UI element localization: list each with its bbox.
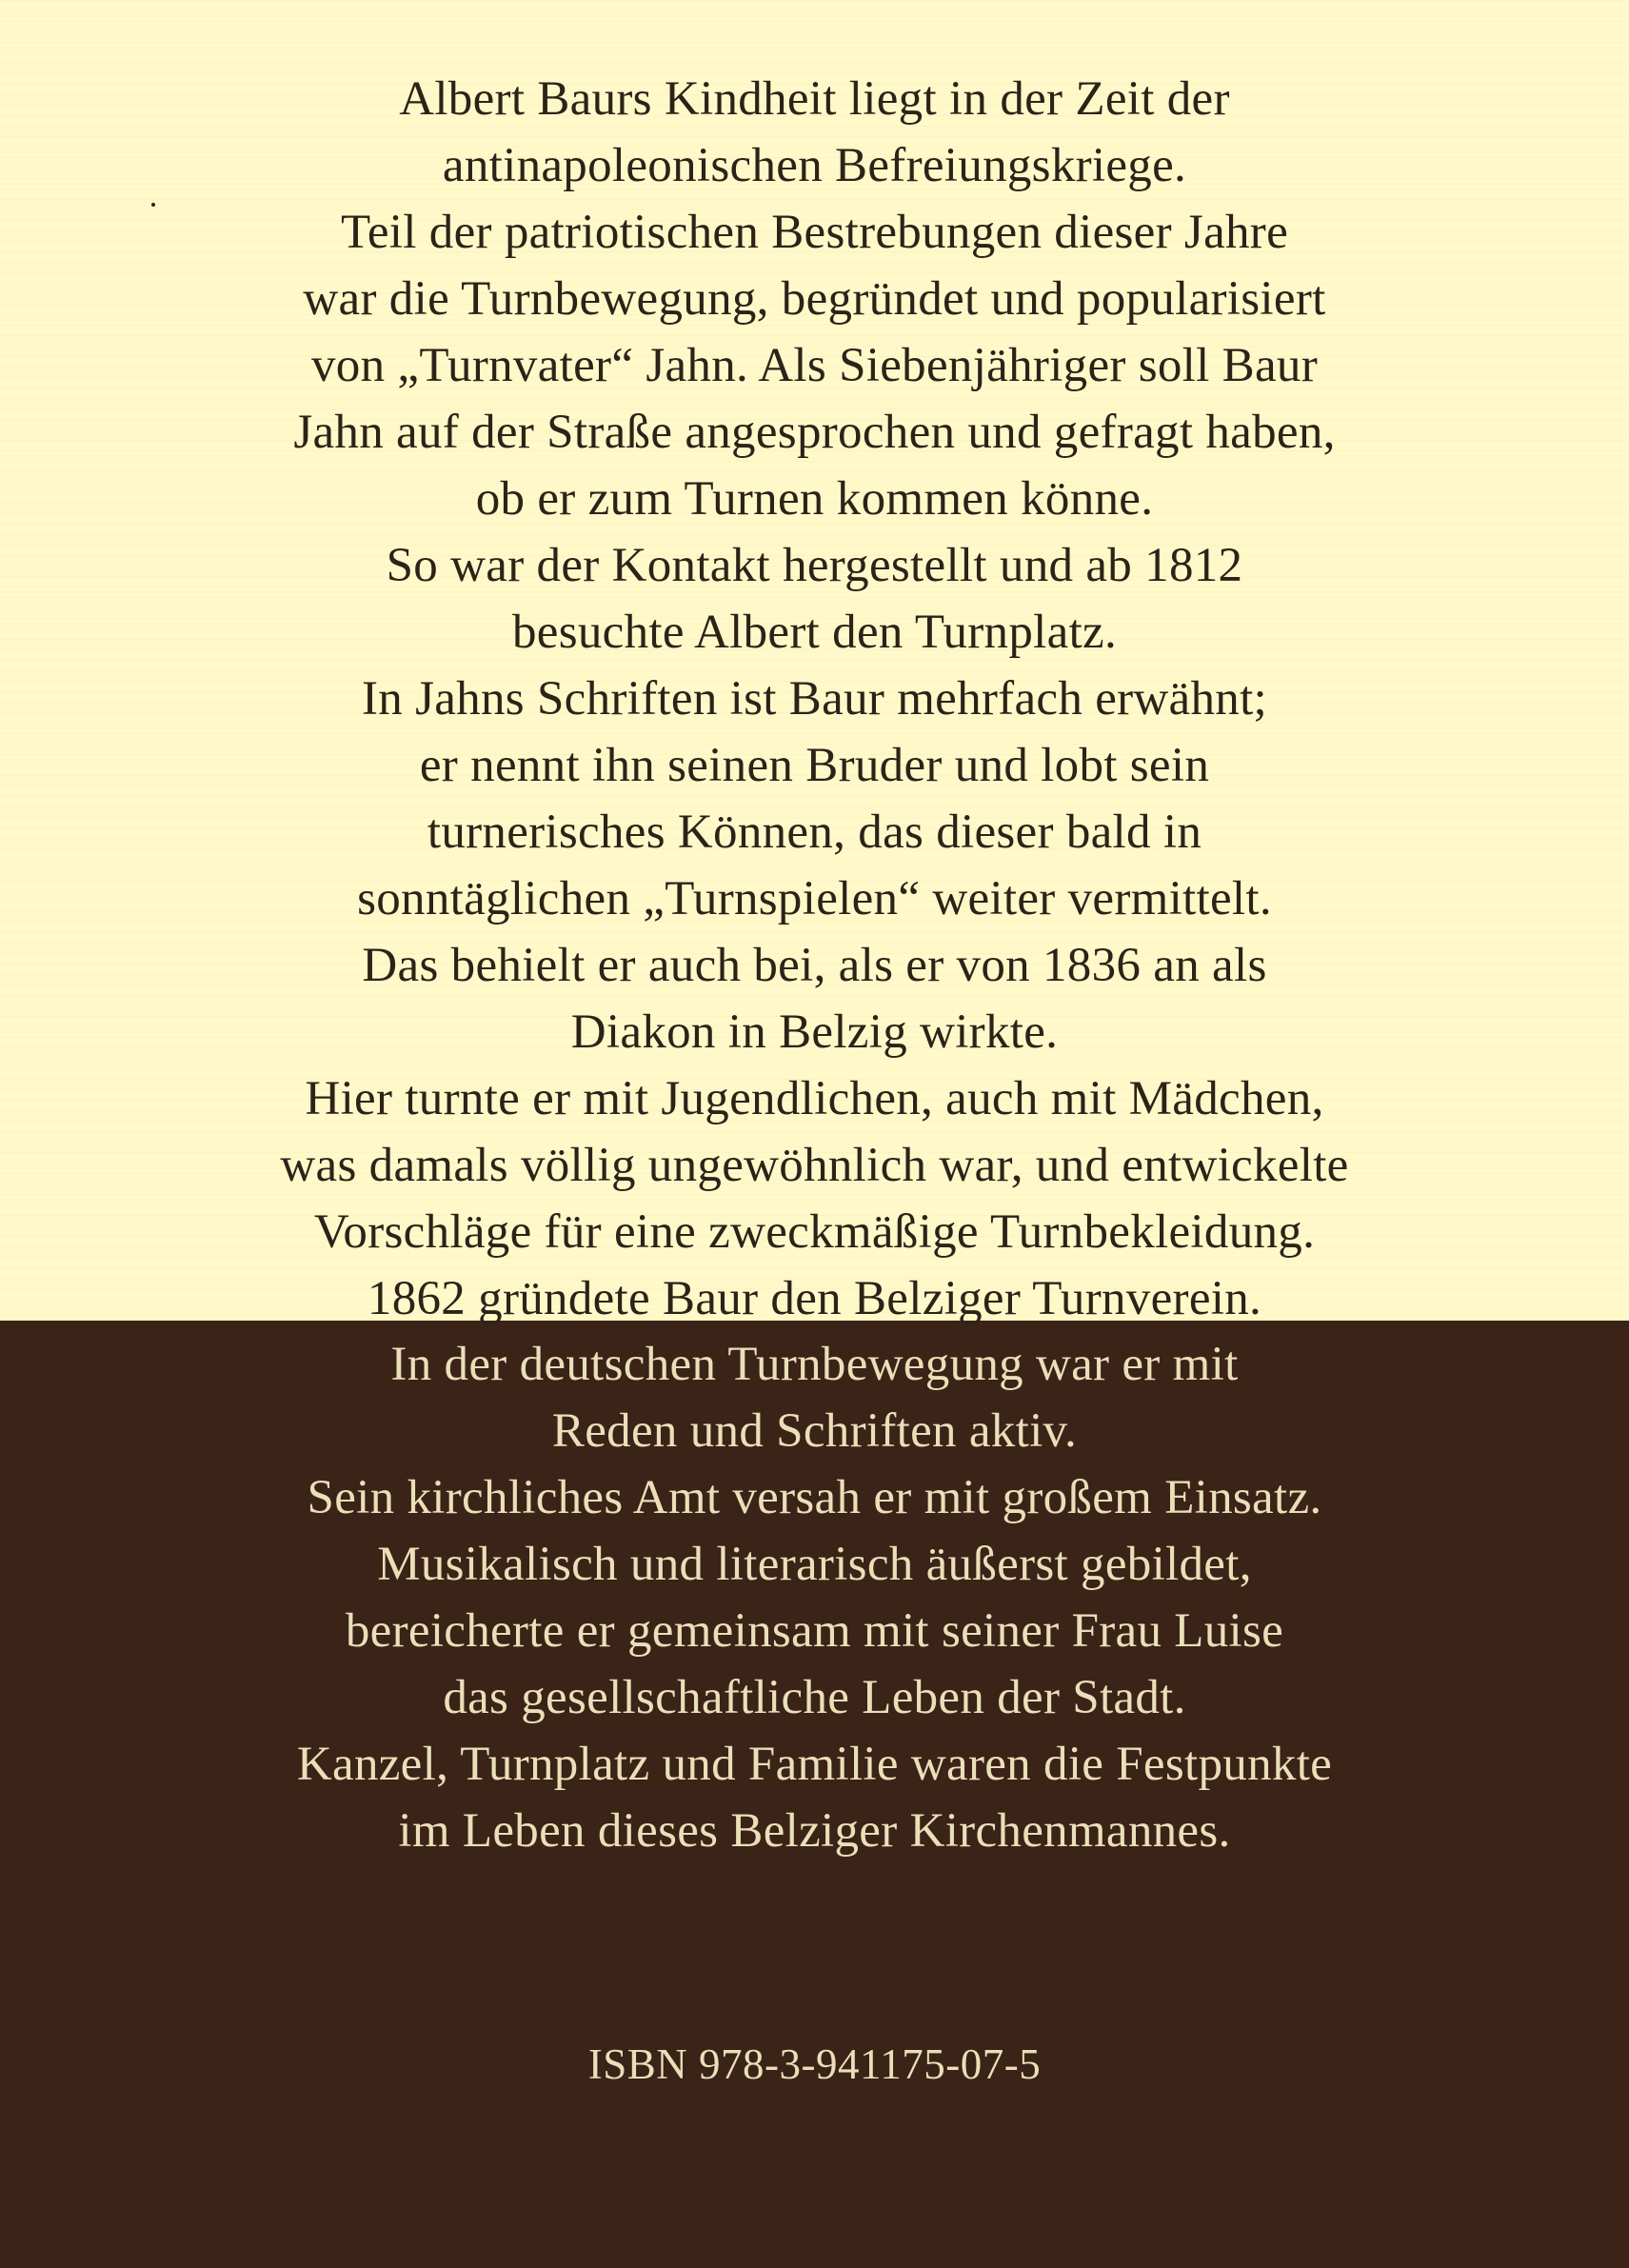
text-line: war die Turnbewegung, begründet und popularisiert xyxy=(303,272,1326,326)
text-line: das gesellschaftliche Leben der Stadt. xyxy=(443,1671,1186,1724)
isbn-number: ISBN 978-3-941175-07-5 xyxy=(587,2040,1042,2088)
text-line: In Jahns Schriften ist Baur mehrfach erwähnt; xyxy=(361,672,1268,726)
text-line: Reden und Schriften aktiv. xyxy=(551,1404,1078,1458)
text-line: 1862 gründete Baur den Belziger Turnverein. xyxy=(367,1272,1262,1325)
text-line: Diakon in Belzig wirkte. xyxy=(570,1005,1059,1059)
biography-text-cream-section xyxy=(0,66,1629,1332)
text-line: turnerisches Können, das dieser bald in xyxy=(427,806,1202,859)
text-line: Sein kirchliches Amt versah er mit großem Einsatz. xyxy=(307,1471,1322,1524)
text-line: von „Turnvater“ Jahn. Als Siebenjähriger soll Baur xyxy=(310,339,1318,392)
text-line: Teil der patriotischen Bestrebungen dieser Jahre xyxy=(340,206,1289,259)
text-line: Hier turnte er mit Jugendlichen, auch mit Mädchen, xyxy=(305,1072,1324,1125)
text-line: sonntäglichen „Turnspielen“ weiter vermittelt. xyxy=(357,872,1272,925)
text-line: antinapoleonischen Befreiungskriege. xyxy=(442,139,1187,192)
text-line: bereicherte er gemeinsam mit seiner Frau Luise xyxy=(345,1604,1284,1658)
text-line: Das behielt er auch bei, als er von 1836 an als xyxy=(362,939,1267,992)
text-line: Musikalisch und literarisch äußerst gebildet, xyxy=(377,1538,1252,1591)
text-line: Jahn auf der Straße angesprochen und gefragt haben, xyxy=(293,406,1336,459)
text-line: Albert Baurs Kindheit liegt in der Zeit der xyxy=(399,72,1230,126)
text-line: ob er zum Turnen kommen könne. xyxy=(475,472,1154,526)
text-line: So war der Kontakt hergestellt und ab 1812 xyxy=(386,539,1243,592)
text-line: was damals völlig ungewöhnlich war, und entwickelte xyxy=(280,1139,1349,1192)
text-line: besuchte Albert den Turnplatz. xyxy=(511,606,1118,659)
biography-text-brown-section xyxy=(0,1331,1629,1864)
text-line: Vorschläge für eine zweckmäßige Turnbekleidung. xyxy=(313,1205,1316,1259)
text-line: Kanzel, Turnplatz und Familie waren die Festpunkte xyxy=(296,1738,1333,1791)
text-line: er nennt ihn seinen Bruder und lobt sein xyxy=(419,739,1210,792)
text-line: In der deutschen Turnbewegung war er mit xyxy=(390,1338,1239,1391)
text-line: im Leben dieses Belziger Kirchenmannes. xyxy=(398,1804,1231,1858)
